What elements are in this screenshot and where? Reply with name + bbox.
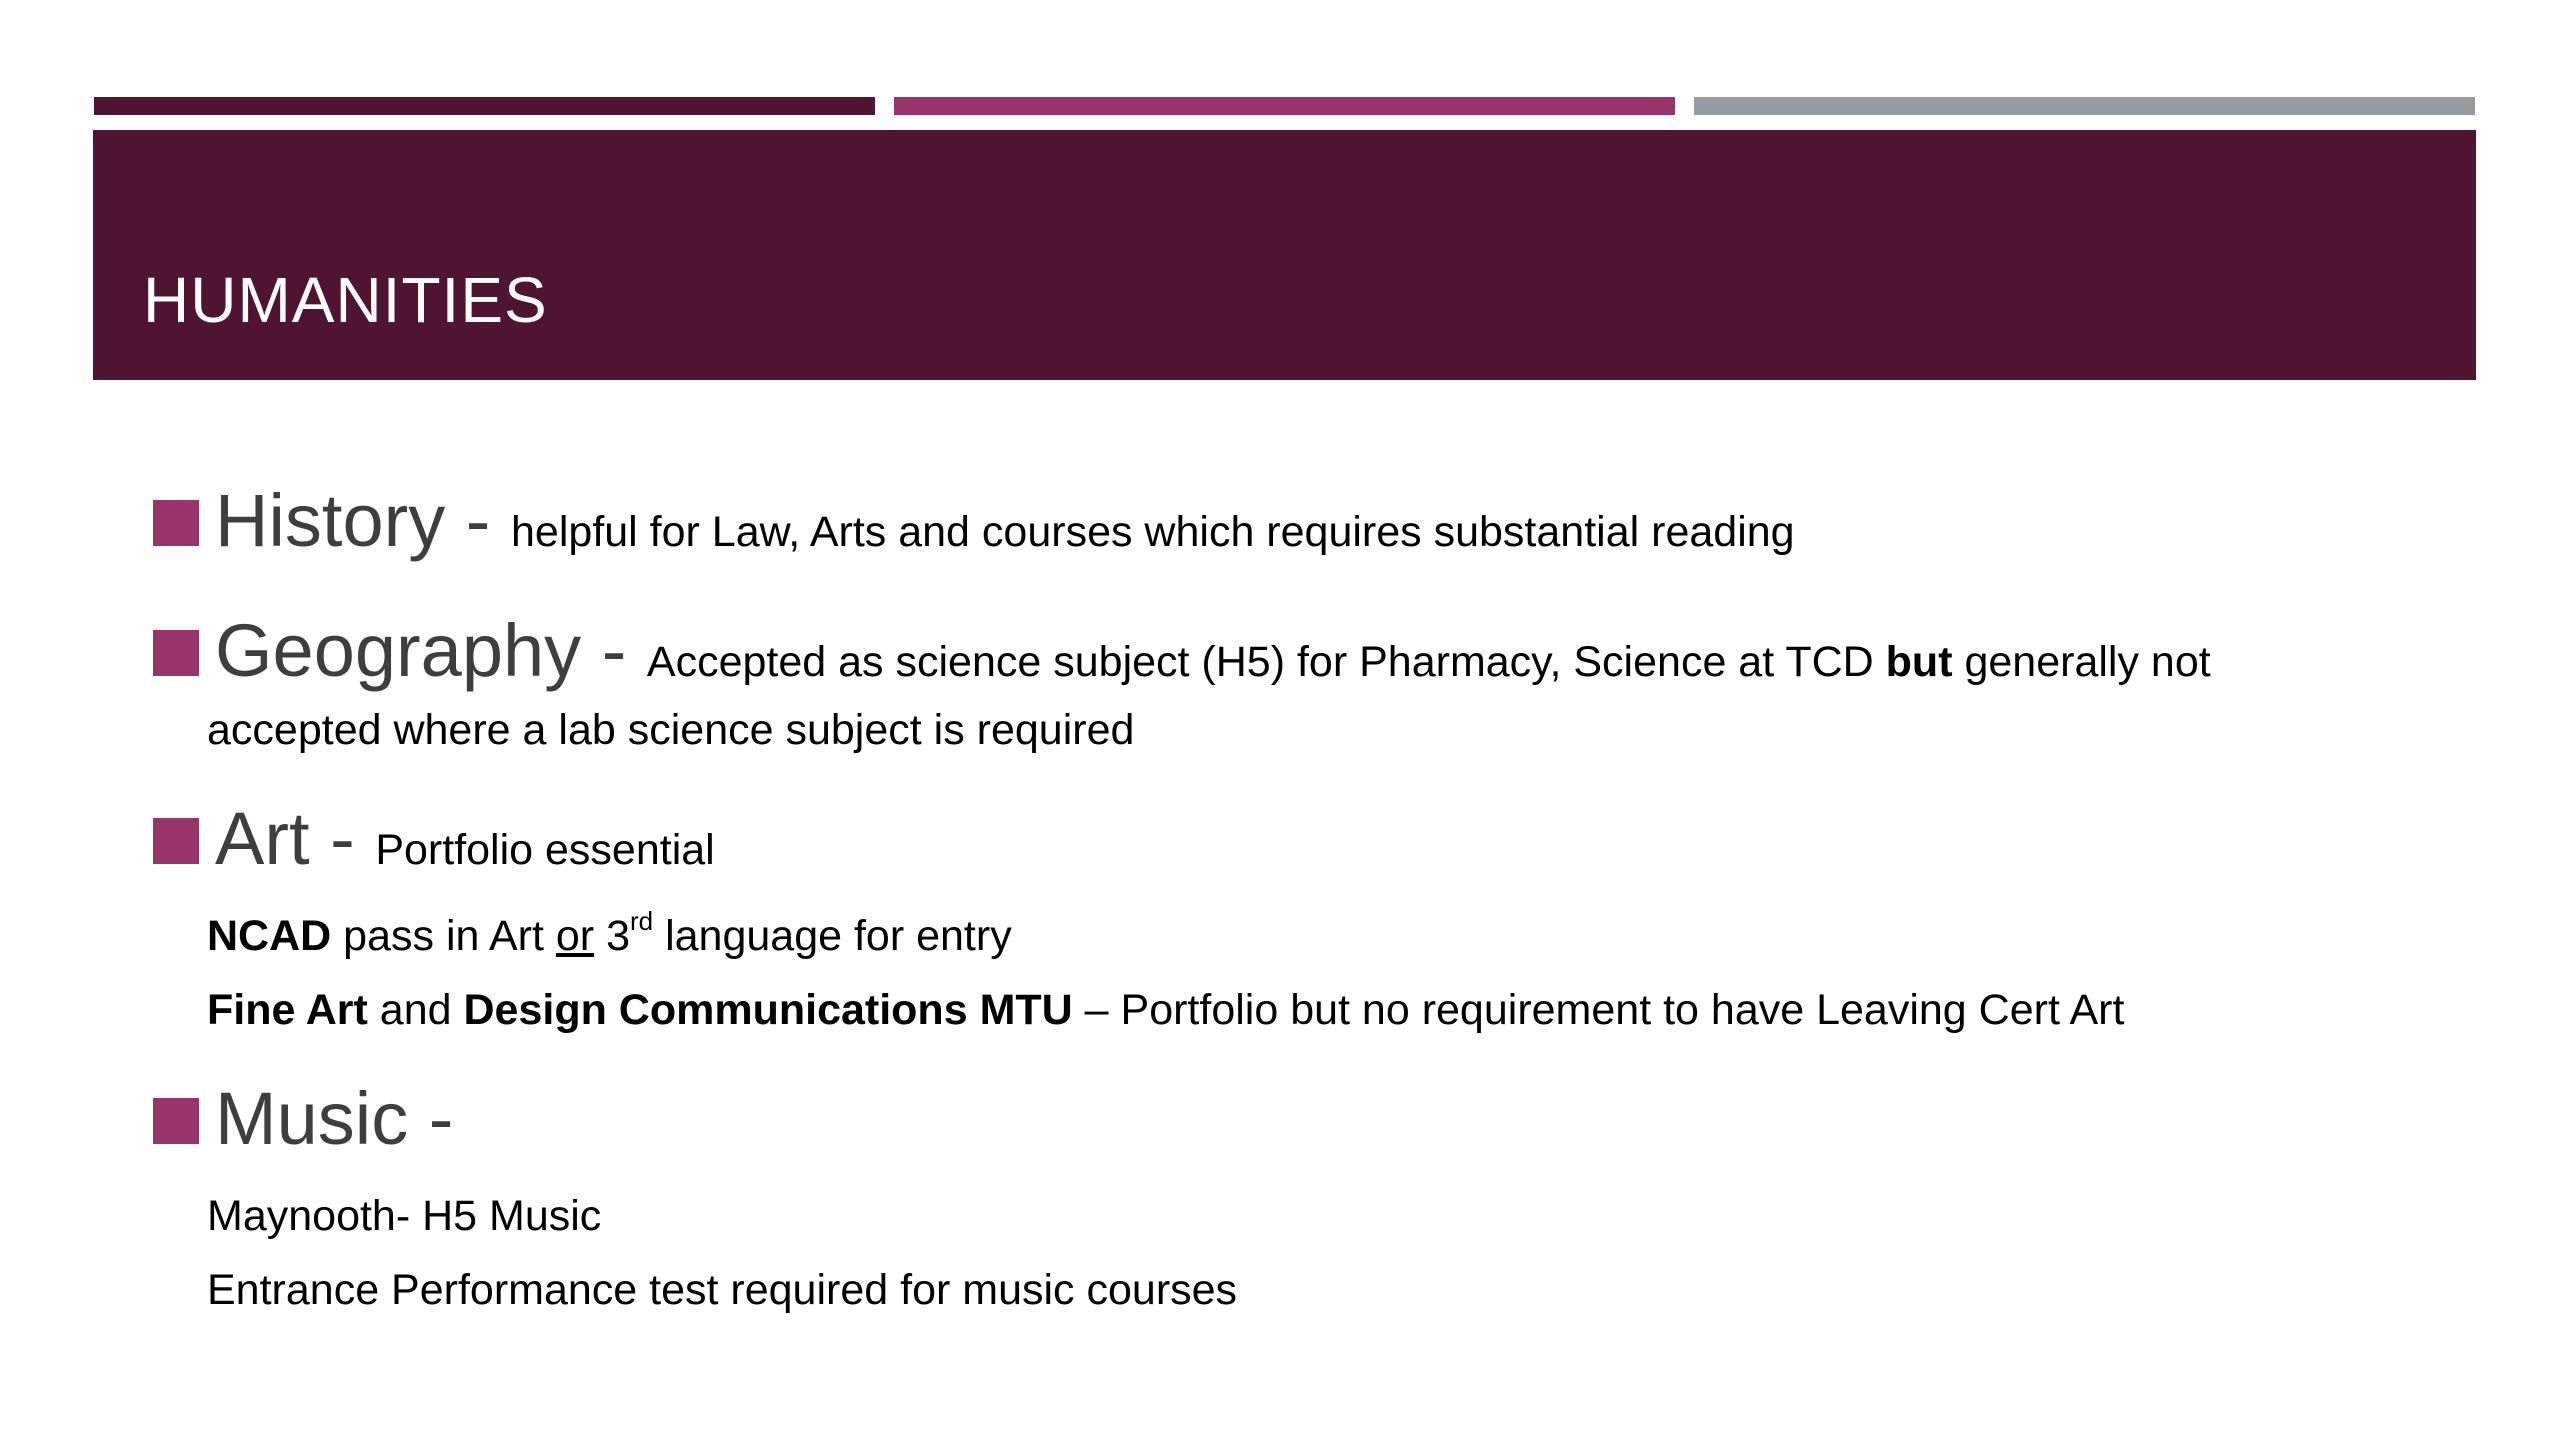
art-sub-ncad	[207, 906, 1012, 961]
ordinal-sup: rd	[630, 906, 654, 936]
art-sub-text: 3	[594, 912, 630, 960]
music-sub-maynooth: Maynooth- H5 Music	[207, 1192, 602, 1240]
art-sub-text: – Portfolio but no requirement to have Leaving Cert Art	[1072, 986, 2125, 1034]
bullet-history	[215, 478, 1795, 563]
ncad-label: NCAD	[207, 912, 332, 960]
bullet-square-icon	[153, 630, 199, 676]
music-sub-entrance: Entrance Performance test required for music courses	[207, 1266, 1238, 1314]
design-comms-label: Design Communications MTU	[463, 986, 1073, 1034]
art-sub-text: pass in Art	[331, 912, 556, 960]
subject-music: Music	[215, 1077, 409, 1160]
geography-desc-line2: accepted where a lab science subject is required	[207, 706, 1135, 754]
art-sub-mtu	[207, 986, 2124, 1035]
accent-bar-1	[94, 97, 875, 115]
geography-desc-bold: but	[1885, 638, 1953, 686]
geography-desc-a: Accepted as science subject (H5) for Pharmacy, Science at TCD	[646, 638, 1886, 686]
art-desc: Portfolio essential	[375, 826, 715, 874]
art-sub-text: language for entry	[653, 912, 1012, 960]
bullet-music	[215, 1076, 453, 1161]
subject-geography: Geography	[215, 609, 582, 692]
subject-history: History	[215, 479, 446, 562]
separator: -	[581, 609, 647, 692]
geography-desc-b: generally not	[1952, 638, 2211, 686]
art-sub-text: and	[367, 986, 464, 1034]
title-band	[93, 130, 2476, 380]
separator: -	[408, 1077, 454, 1160]
accent-bar-3	[1694, 97, 2475, 115]
history-desc: helpful for Law, Arts and courses which requires substantial reading	[511, 508, 1795, 556]
bullet-art	[215, 796, 715, 881]
separator: -	[445, 479, 512, 562]
fine-art-label: Fine Art	[207, 986, 368, 1034]
bullet-geography	[215, 608, 2211, 693]
separator: -	[309, 797, 376, 880]
slide-title: HUMANITIES	[143, 264, 548, 336]
bullet-square-icon	[153, 1098, 199, 1144]
bullet-square-icon	[153, 500, 199, 546]
bullet-square-icon	[153, 818, 199, 864]
accent-bar-2	[894, 97, 1675, 115]
subject-art: Art	[215, 797, 310, 880]
or-underline: or	[555, 912, 595, 960]
